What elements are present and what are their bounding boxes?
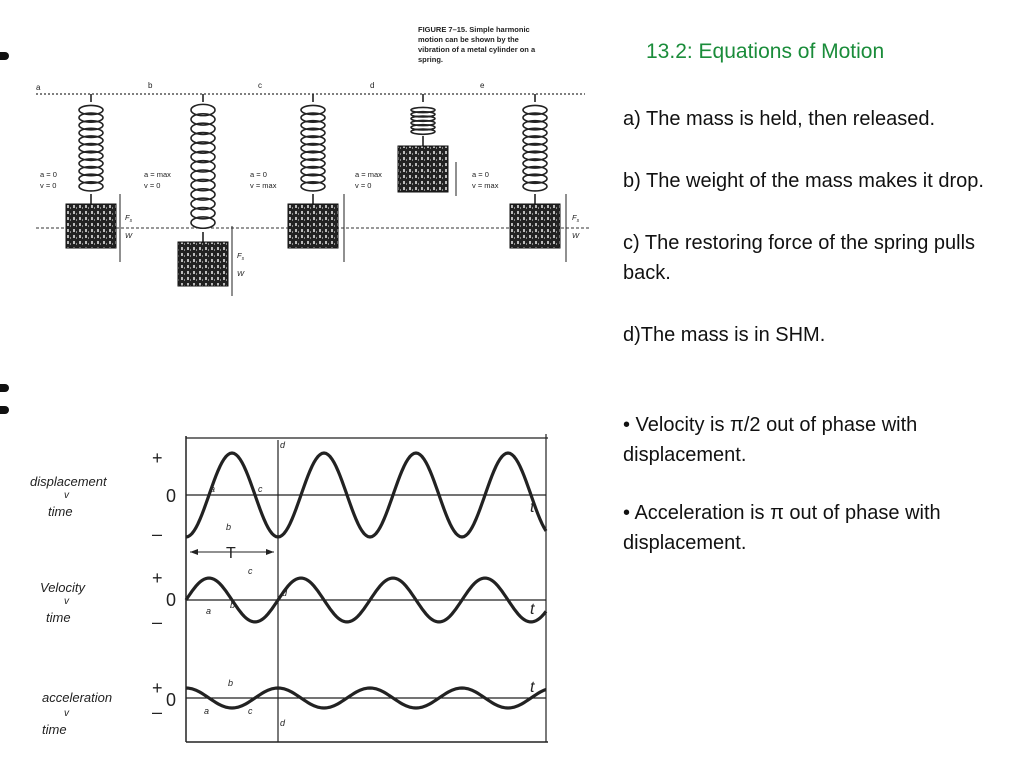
acceleration-label: acceleration: [42, 690, 113, 705]
acceleration-label-time: time: [42, 722, 67, 737]
state-c-vel: v = max: [250, 181, 277, 190]
edge-mark: [0, 384, 9, 392]
displacement-label: displacement: [30, 474, 107, 489]
spring-coil: [79, 94, 103, 204]
panel-label-e: e: [480, 81, 485, 90]
bullet-velocity: • Velocity is π/2 out of phase with displacement.: [623, 414, 918, 466]
period-label: T: [226, 545, 236, 562]
figure-caption: FIGURE 7–15. Simple harmonic motion can be shown by the vibration of a metal cylinder on a spring.: [418, 25, 536, 64]
mass-d: [398, 146, 448, 192]
disp-point-a: a: [210, 484, 216, 494]
panel-label-a: a: [36, 83, 41, 92]
disp-zero: 0: [166, 486, 177, 506]
state-b-accel: a = max: [144, 170, 171, 179]
point-d: d)The mass is in SHM.: [623, 324, 826, 346]
vel-point-a: a: [206, 606, 212, 616]
point-b: b) The weight of the mass makes it drop.: [623, 170, 984, 192]
acceleration-label-v: v: [64, 708, 69, 719]
disp-plus: +: [152, 448, 163, 468]
disp-point-d: d: [280, 440, 286, 450]
spring-coil: [191, 94, 215, 242]
vel-zero: 0: [166, 590, 177, 610]
disp-point-b: b: [226, 522, 232, 532]
mass-b: [178, 242, 228, 286]
acc-minus: –: [152, 702, 163, 722]
state-d-vel: v = 0: [355, 181, 372, 190]
state-a-vel: v = 0: [40, 181, 57, 190]
shm-graphs: [0, 430, 580, 760]
velocity-label-time: time: [46, 610, 71, 625]
panel-label-d: d: [370, 81, 375, 90]
acc-plus: +: [152, 678, 163, 698]
spring-figure: [0, 0, 600, 310]
spring-coil: [411, 94, 435, 146]
disp-minus: –: [152, 524, 163, 544]
state-e-accel: a = 0: [472, 170, 489, 179]
panel-label-b: b: [148, 81, 153, 90]
weight-label-b: W: [237, 269, 245, 278]
vel-point-c: c: [248, 566, 253, 576]
state-c-accel: a = 0: [250, 170, 267, 179]
bullet-acceleration: • Acceleration is π out of phase with displacement.: [623, 502, 941, 554]
state-b-vel: v = 0: [144, 181, 161, 190]
state-d-accel: a = max: [355, 170, 382, 179]
force-label-b: $F_s$: [237, 251, 245, 262]
acc-point-c: c: [248, 706, 253, 716]
panel-label-c: c: [258, 81, 262, 90]
force-label-e: $F_s$: [572, 213, 580, 224]
point-a: a) The mass is held, then released.: [623, 108, 936, 130]
acc-point-d: d: [280, 718, 286, 728]
vel-plus: +: [152, 568, 163, 588]
vel-point-b: b: [230, 600, 236, 610]
weight-label-a: W: [125, 231, 133, 240]
acc-t: t: [530, 679, 535, 696]
velocity-label: Velocity: [40, 580, 86, 595]
vel-minus: –: [152, 612, 163, 632]
vel-t: t: [530, 601, 535, 618]
spring-coil: [301, 94, 325, 204]
displacement-label-time: time: [48, 504, 73, 519]
explanation-text: [623, 104, 1013, 586]
force-label-a: $F_s$: [125, 213, 133, 224]
velocity-label-v: v: [64, 596, 69, 607]
state-e-vel: v = max: [472, 181, 499, 190]
disp-t: t: [530, 499, 535, 516]
weight-label-e: W: [572, 231, 580, 240]
mass-a: [66, 204, 116, 248]
vel-point-d: d: [282, 588, 288, 598]
mass-e: [510, 204, 560, 248]
acc-point-b: b: [228, 678, 234, 688]
point-c: c) The restoring force of the spring pulls back.: [623, 232, 976, 284]
spring-coil: [523, 94, 547, 204]
acc-zero: 0: [166, 690, 177, 710]
mass-c: [288, 204, 338, 248]
edge-mark: [0, 406, 9, 414]
slide-title: 13.2: Equations of Motion: [646, 40, 885, 63]
disp-point-c: c: [258, 484, 263, 494]
state-a-accel: a = 0: [40, 170, 57, 179]
acc-point-a: a: [204, 706, 210, 716]
displacement-label-v: v: [64, 490, 69, 501]
